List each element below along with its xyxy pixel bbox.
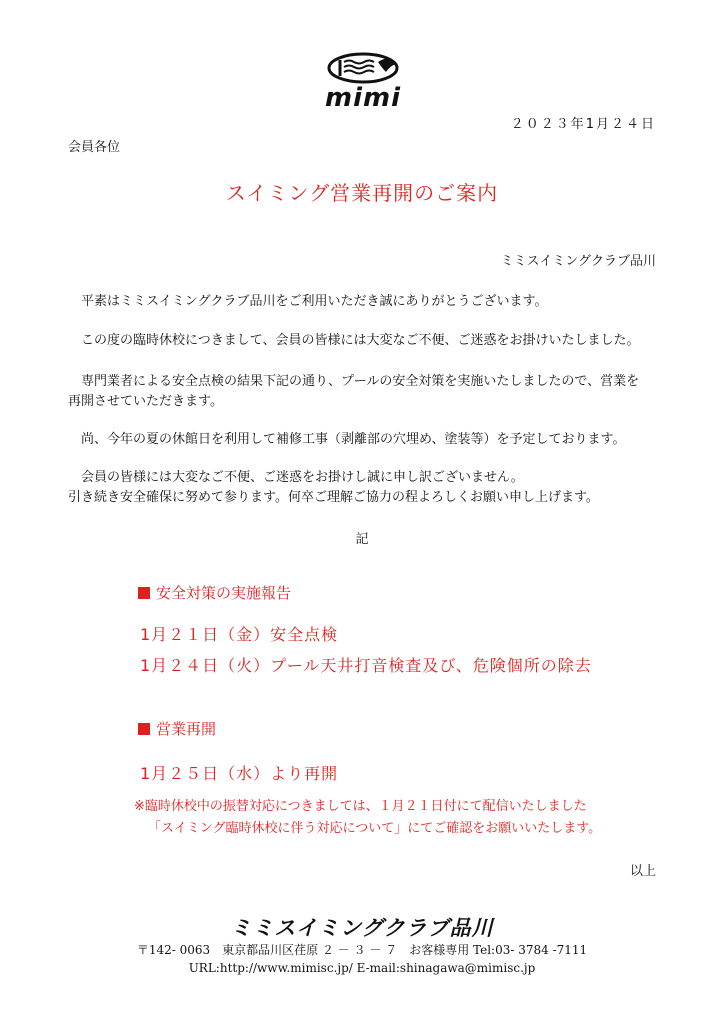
paragraph: 平素はミミスイミングクラブ品川をご利用いただき誠にありがとうございます。	[81, 294, 548, 309]
closing-mark: 以上	[629, 864, 656, 879]
reopen-date: 1月２５日（水）より再開	[140, 764, 339, 783]
square-bullet-icon	[138, 723, 150, 735]
paragraph: 専門業者による安全点検の結果下記の通り、プールの安全対策を実施いたしましたので、営業を 再開させていただきます。	[68, 374, 640, 409]
section-heading-reopen: 営業再開	[138, 718, 216, 739]
footer-address: 〒142- 0063 東京都品川区荏原 ２ － ３ － ７ お客様専用 Tel:03- 3784 -7111	[136, 943, 588, 957]
paragraph: この度の臨時休校につきまして、会員の皆様には大変なご不便、ご迷惑をお掛けいたしました。	[81, 333, 640, 348]
addressee: 会員各位	[68, 140, 121, 155]
paragraph: 尚、今年の夏の休館日を利用して補修工事（剥離部の穴埋め、塗装等）を予定しております。	[81, 432, 626, 447]
footer-club-name: ミミスイミングクラブ品川	[230, 916, 494, 940]
page-title: スイミング営業再開のご案内	[225, 181, 499, 205]
note-line: ※臨時休校中の振替対応につきましては、１月２１日付にて配信いたしました	[134, 799, 587, 814]
safety-item: 1月２４日（火）プール天井打音検査及び、危険個所の除去	[140, 656, 592, 675]
ki-marker: 記	[355, 532, 369, 547]
section-heading-safety: 安全対策の実施報告	[138, 582, 291, 603]
safety-item: 1月２１日（金）安全点検	[140, 625, 339, 644]
organization-name: ミミスイミングクラブ品川	[500, 254, 656, 269]
dolphin-wave-icon	[322, 50, 404, 86]
footer-contact: URL:http://www.mimisc.jp/ E-mail:shinagawa@mimisc.jp	[188, 961, 536, 975]
square-bullet-icon	[138, 587, 150, 599]
note-line: 「スイミング臨時休校に伴う対応について」にてご確認をお願いいたします。	[148, 821, 602, 836]
logo	[322, 50, 404, 114]
paragraph: 会員の皆様には大変なご不便、ご迷惑をお掛けし誠に申し訳ございません。 引き続き安全確保に努めて参ります。何卒ご理解ご協力の程よろしくお願い申し上げます。	[68, 470, 599, 505]
document-date: ２０２３年1月２４日	[510, 117, 656, 132]
logo-text: mimi	[324, 83, 401, 113]
